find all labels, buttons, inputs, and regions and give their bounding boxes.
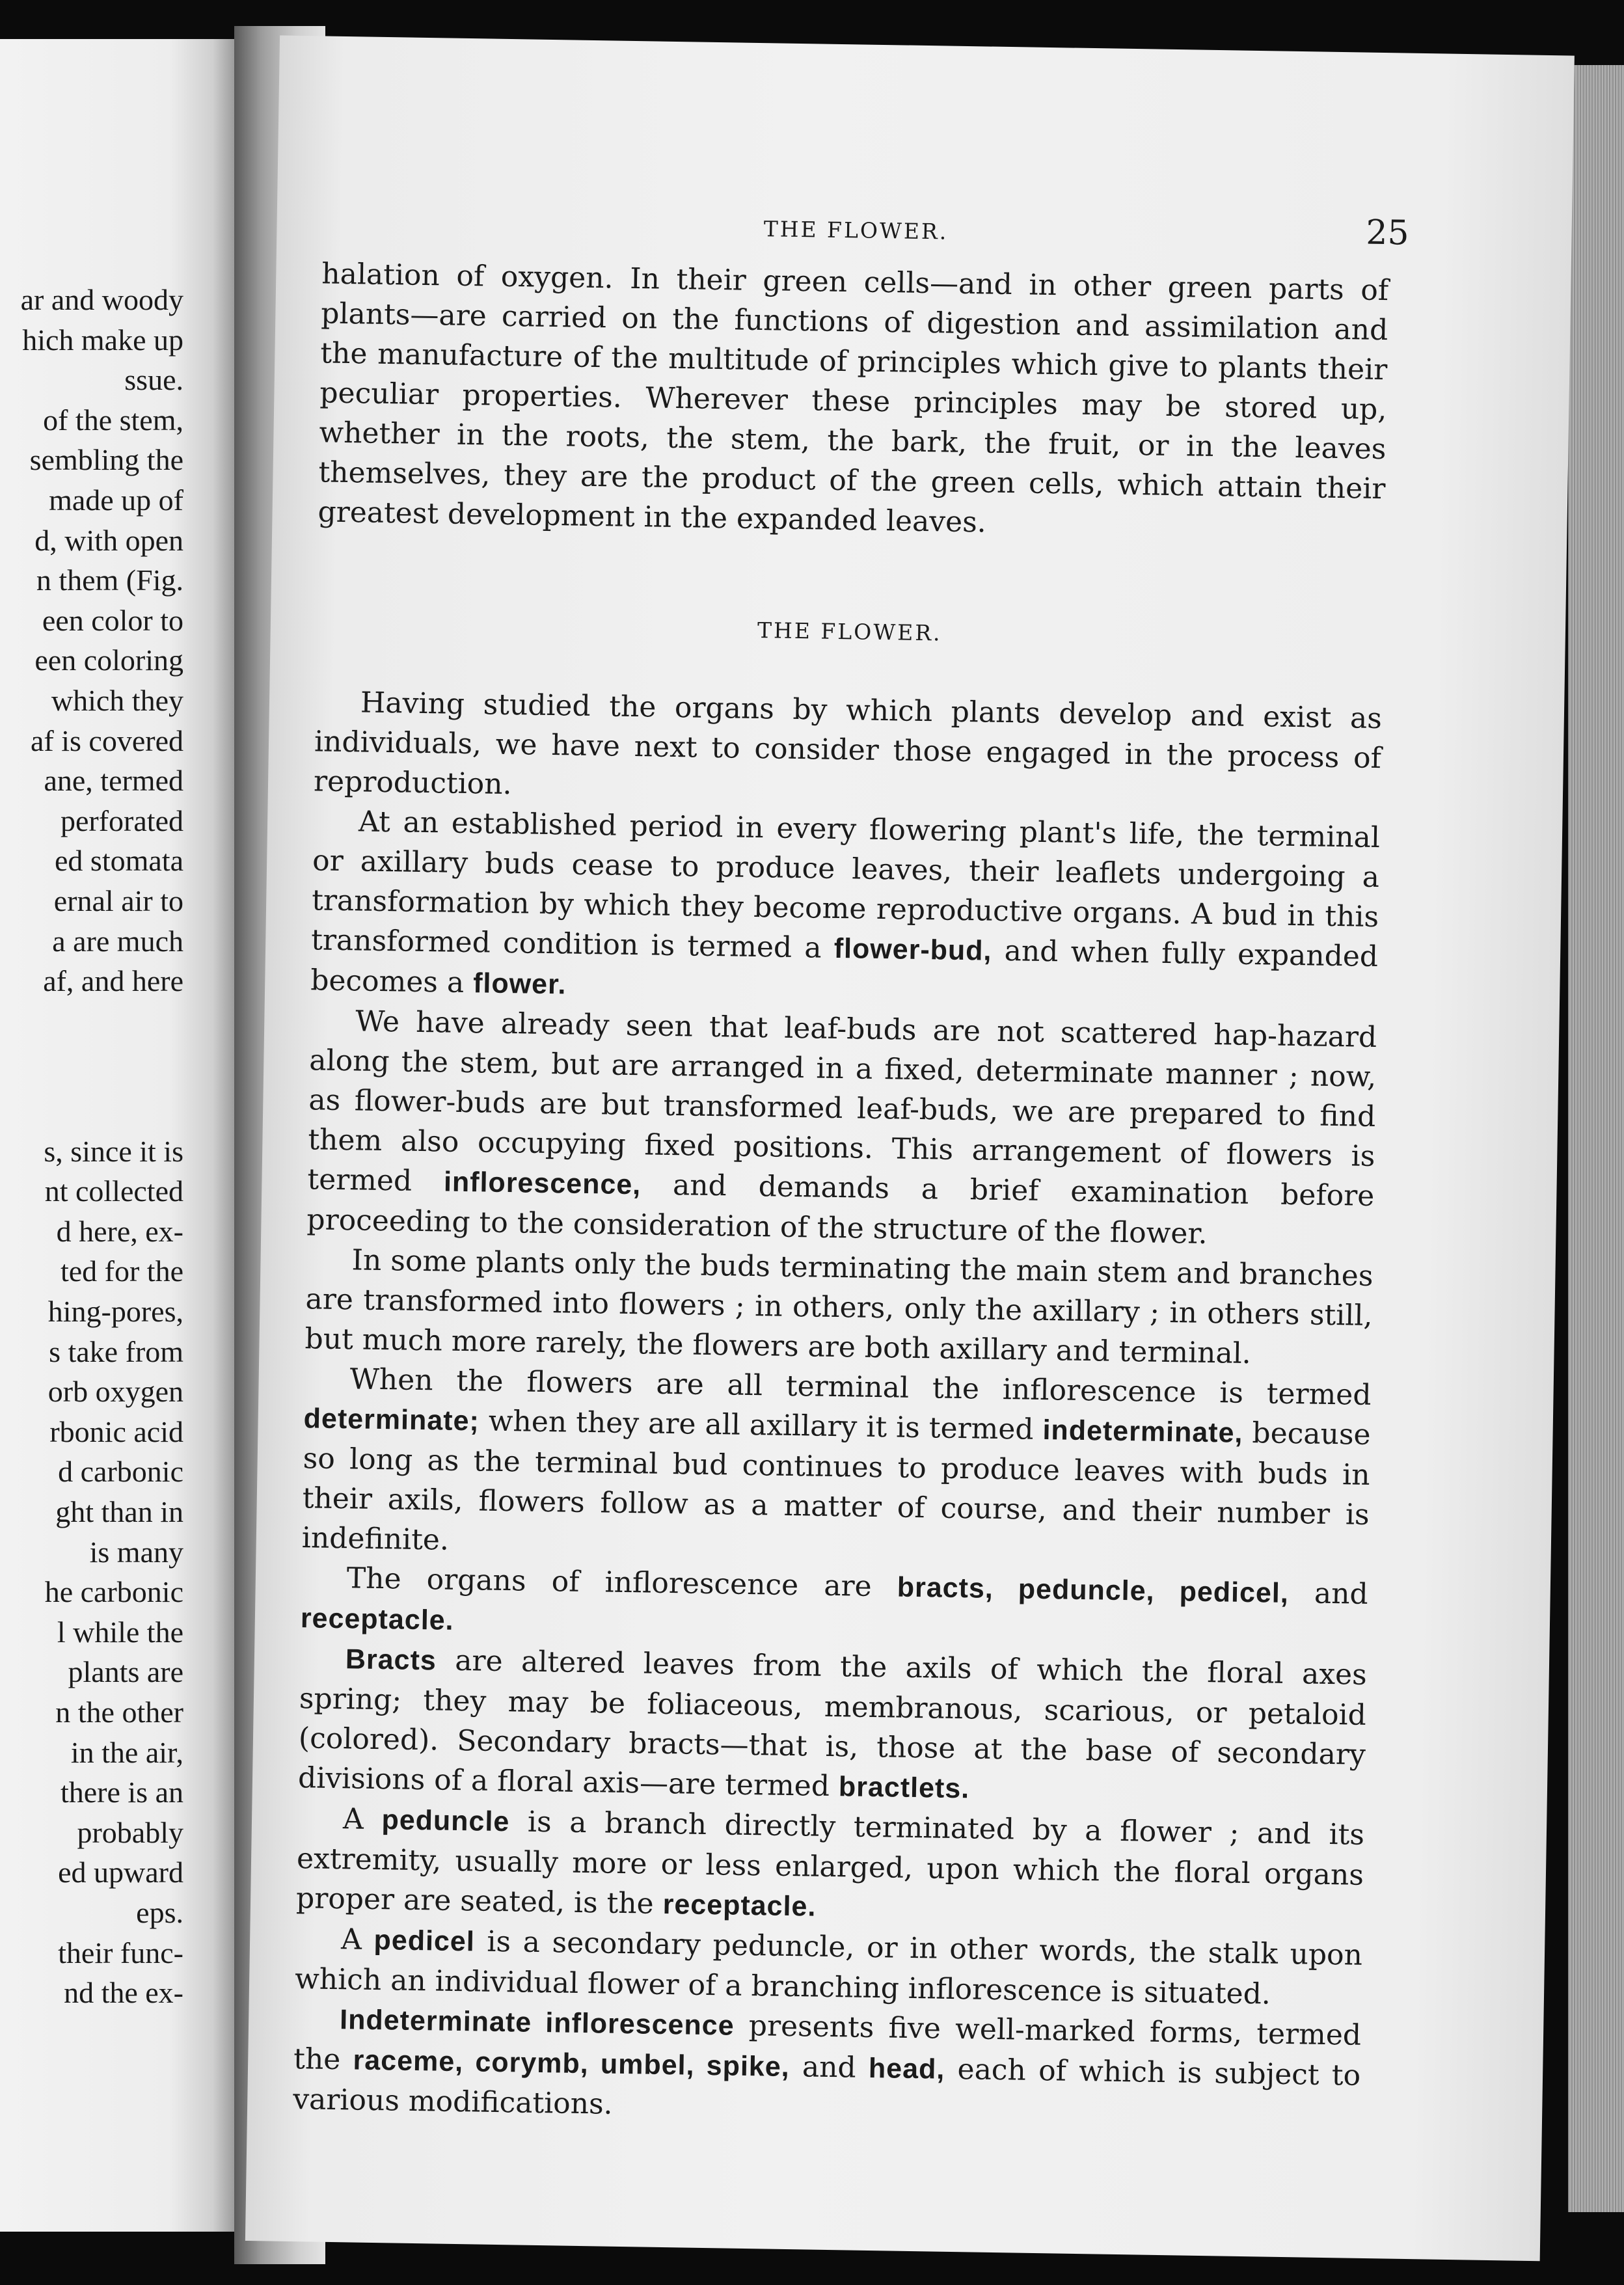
paragraph: [314, 682, 1383, 818]
left-line: s take from: [49, 1334, 183, 1368]
right-page: [245, 35, 1575, 2261]
paragraph: [293, 1999, 1362, 2136]
term-indeterminate: indeterminate,: [1042, 1414, 1243, 1449]
left-line: d carbonic: [58, 1455, 183, 1489]
left-line: of the stem,: [43, 403, 183, 437]
left-line: een coloring: [34, 643, 183, 677]
paragraph-text: halation of oxygen. In their green cells—and in other green parts of plants—are carried on the functions of digestion and assimilation and the manufacture of the multitude of principles which give to plants their peculiar properties. Wherever these principles may be stored up, whether in the roots, the stem, the bark, the fruit, or in the leaves themselves, they are the product of the green cells, which attain their greatest development in the expanded leaves.: [318, 257, 1389, 539]
left-line: s, since it is: [44, 1134, 183, 1168]
left-line: sembling the: [29, 443, 183, 477]
paragraph-text: and: [802, 2050, 857, 2085]
left-line: is many: [89, 1535, 183, 1569]
paragraph: [318, 254, 1389, 548]
paragraph-text: because so long as the terminal bud continues to produce leaves with buds in their axils, flowers follow as a matter of course, and their number is indefinite.: [301, 1416, 1371, 1557]
left-line: ed stomata: [55, 844, 183, 878]
term-bracts: Bracts: [345, 1643, 437, 1677]
left-line: probably: [77, 1815, 183, 1849]
paragraph-text: The organs of inflorescence are: [346, 1562, 873, 1603]
left-line: plants are: [68, 1655, 183, 1689]
left-line: rbonic acid: [49, 1414, 183, 1448]
term-indeterminate-inflorescence: Indeterminate inflorescence: [339, 2004, 735, 2042]
left-line: ar and woody: [20, 283, 183, 316]
page-content: [292, 202, 1410, 2135]
left-line: l while the: [57, 1615, 183, 1649]
left-line: eps.: [136, 1895, 183, 1929]
paragraph-text: and: [1314, 1576, 1369, 1611]
left-line: d here, ex-: [56, 1214, 183, 1248]
running-title: THE FLOWER.: [763, 216, 949, 245]
left-line: hing-pores,: [47, 1295, 183, 1329]
term-receptacle: receptacle.: [300, 1602, 454, 1636]
left-line: een color to: [42, 603, 183, 637]
paragraph: [306, 1001, 1377, 1256]
paragraph-text: when they are all axillary it is termed: [488, 1404, 1034, 1446]
paragraph-text: is a branch directly terminated by a flower ; and its extremity, usually more or less enlarged, upon which the floral organs proper are seated, is the: [295, 1805, 1365, 1921]
paragraph: [310, 801, 1381, 1018]
paragraph: [296, 1798, 1365, 1936]
paragraph-text: We have already seen that leaf-buds are not scattered hap-hazard along the stem, but are arranged in a fixed, determinate manner ; now, as flower-buds are but transformed leaf-buds, we are prepared to find them also occupying fixed positions. This arrangement of flowers is termed: [307, 1005, 1377, 1198]
term-inflorescence: inflorescence,: [443, 1166, 642, 1201]
paragraph-text: At an established period in every flowering plant's life, the terminal or axillary buds cease to produce leaves, their leaflets undergoing a transformation by which they become reproductive organs. A bud in this transformed condition is termed a: [310, 805, 1381, 965]
term-forms: raceme, corymb, umbel, spike,: [353, 2044, 791, 2083]
left-line: nt collected: [44, 1174, 183, 1208]
left-line: there is an: [60, 1776, 183, 1809]
term-pedicel: pedicel: [373, 1925, 476, 1958]
left-line: ted for the: [60, 1254, 183, 1288]
term-determinate: determinate;: [303, 1403, 480, 1437]
paragraph: [304, 1239, 1374, 1375]
left-page: [0, 39, 242, 2232]
paragraph-text: and when fully expanded becomes a: [310, 934, 1379, 999]
term-flower-bud: flower-bud,: [833, 932, 992, 967]
term-bractlets: bractlets.: [838, 1771, 970, 1805]
left-line: ane, termed: [44, 764, 183, 798]
paragraph-text: and demands a brief examination before proceeding to the consideration of the structure of the flower.: [306, 1169, 1375, 1251]
paragraph-text: is a secondary peduncle, or in other words, the stalk upon which an individual flower of a branching inflorescence is situated.: [294, 1925, 1363, 2011]
left-line: n the other: [55, 1696, 183, 1729]
left-line: made up of: [49, 483, 183, 517]
paragraph-text: A: [342, 1802, 364, 1836]
left-line: nd the ex-: [64, 1976, 183, 2010]
paragraph-text: Having studied the organs by which plants develop and exist as individuals, we have next to consider those engaged in the process of reproduction.: [313, 686, 1383, 802]
page-edges: [1568, 65, 1624, 2212]
term-organs: bracts, peduncle, pedicel,: [897, 1571, 1290, 1610]
left-gap: [21, 1001, 183, 1131]
left-line: a are much: [52, 924, 183, 958]
left-line: ed upward: [58, 1856, 183, 1889]
left-line: he carbonic: [44, 1575, 183, 1609]
left-line: in the air,: [70, 1735, 183, 1769]
paragraph-text: When the flowers are all terminal the inflorescence is termed: [349, 1362, 1372, 1412]
paragraph-text: presents five well-marked forms, termed the: [293, 2009, 1362, 2077]
paragraph-text: In some plants only the buds terminating the main stem and branches are transformed into flowers ; in others, only the axillary ; in others still, but much more rarely, the flowers are both axillary and terminal.: [304, 1243, 1374, 1371]
left-line: af, and here: [43, 964, 183, 998]
term-head: head,: [868, 2052, 945, 2085]
term-flower: flower.: [472, 967, 567, 1001]
left-line: hich make up: [22, 323, 183, 357]
left-line: af is covered: [31, 723, 183, 757]
left-line: n them (Fig.: [36, 563, 183, 597]
term-receptacle: receptacle.: [662, 1888, 817, 1923]
left-line: their func-: [58, 1936, 183, 1969]
left-line: ssue.: [124, 363, 183, 397]
paragraph-text: each of which is subject to various modifications.: [292, 2053, 1361, 2121]
term-peduncle: peduncle: [381, 1804, 510, 1838]
left-line: orb oxygen: [47, 1375, 183, 1409]
paragraph-text: A: [340, 1923, 362, 1956]
left-line: perforated: [61, 804, 183, 837]
left-line: which they: [51, 683, 183, 717]
page-number: 25: [1365, 213, 1410, 253]
paragraph: [298, 1638, 1368, 1815]
paragraph: [301, 1359, 1372, 1575]
paragraph-text: are altered leaves from the axils of which the floral axes spring; they may be foliaceous, membranous, scarious, or petaloid (colored). Secondary bracts—that is, those at the base of secondary divisions of a floral axis—are termed: [297, 1643, 1368, 1803]
left-line: ernal air to: [53, 884, 183, 917]
left-line: d, with open: [34, 523, 183, 557]
section-heading: THE FLOWER.: [757, 617, 942, 646]
left-page-text: [21, 280, 183, 2013]
left-line: ght than in: [55, 1495, 183, 1529]
